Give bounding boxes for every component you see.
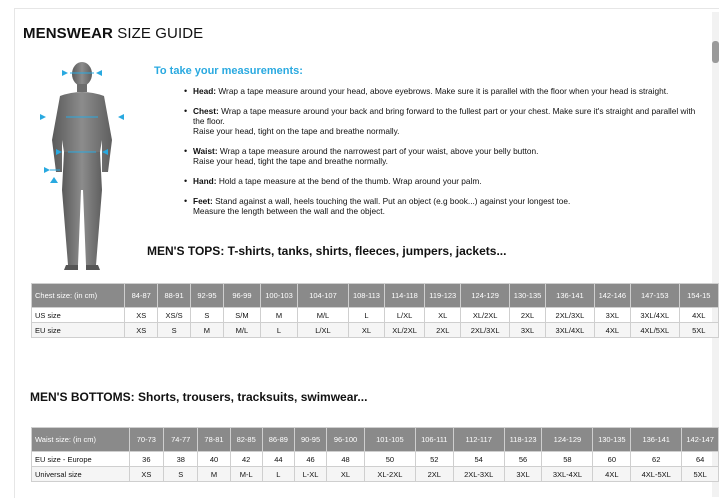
bottoms-cell: 58 [542,452,593,467]
tops-size-table [31,283,719,338]
table-row [32,452,719,467]
bottoms-cell: 48 [327,452,365,467]
tops-cell: L/XL [298,323,349,338]
bottoms-cell: 52 [415,452,453,467]
bottoms-header-cell: 106-111 [415,428,453,452]
bottoms-header-cell: 112-117 [453,428,504,452]
tops-header-cell: 92-95 [191,284,224,308]
bottoms-cell: L [262,467,294,482]
tops-cell: M/L [298,308,349,323]
tops-cell: XS/S [158,308,191,323]
tops-cell: L [260,323,297,338]
tops-header-cell: 136-141 [546,284,595,308]
bottoms-cell: XS [129,467,163,482]
measurement-arrow-icon [118,114,124,120]
tops-header-cell: 154-15 [679,284,718,308]
tops-cell: 2XL/3XL [546,308,595,323]
bottoms-cell: 4XL-5XL [631,467,682,482]
tops-cell: M [260,308,297,323]
tops-cell: L/XL [384,308,424,323]
tops-header-cell: 124-129 [461,284,510,308]
bottoms-row-label: Universal size [32,467,130,482]
tops-cell: 3XL [510,323,546,338]
tops-cell: 2XL/3XL [461,323,510,338]
tops-cell: M/L [223,323,260,338]
instruction-chest: • Chest: Wrap a tape measure around your back and bring forward to the fullest part or your chest. Make sure it's straight and parallel with the floor. Raise your head, tight on the tape and breathe normally. [193,106,703,136]
tops-cell: M [191,323,224,338]
bottoms-header-cell: 90-95 [294,428,326,452]
tops-cell: 3XL/4XL [630,308,679,323]
bottoms-cell: 5XL [682,467,719,482]
tops-cell: 4XL [679,308,718,323]
bottoms-cell: 46 [294,452,326,467]
bottoms-header-cell: 96-100 [327,428,365,452]
bottoms-header-cell: 82-85 [230,428,262,452]
bottoms-cell: 44 [262,452,294,467]
tops-header-cell: 100-103 [260,284,297,308]
bottoms-cell: XL-2XL [364,467,415,482]
bottoms-cell: 56 [504,452,542,467]
tops-row-label: US size [32,308,125,323]
instructions-list [193,86,703,226]
tops-header-cell: 114-118 [384,284,424,308]
tops-row-label: EU size [32,323,125,338]
bottoms-cell: 3XL-4XL [542,467,593,482]
bottoms-cell: 3XL [504,467,542,482]
bottoms-cell: M-L [230,467,262,482]
tops-header-cell: 108-113 [348,284,384,308]
tops-cell: 4XL [594,323,630,338]
tops-cell: 4XL/5XL [630,323,679,338]
bottoms-header-cell: 124-129 [542,428,593,452]
table-row [32,308,719,323]
tops-header-cell: 147-153 [630,284,679,308]
bottoms-cell: XL [327,467,365,482]
instruction-waist: • Waist: Wrap a tape measure around the narrowest part of your waist, above your belly button. Raise your head, tight the tape and breathe normally. [193,146,703,166]
tops-cell: 5XL [679,323,718,338]
bottoms-header-cell: 70-73 [129,428,163,452]
bottoms-row-label: EU size - Europe [32,452,130,467]
bottoms-header-cell: 86-89 [262,428,294,452]
bottoms-cell: S [164,467,198,482]
instruction-head: • Head: Wrap a tape measure around your head, above eyebrows. Make sure it is parallel with the floor when your head is straight. [193,86,703,96]
tops-cell: 3XL/4XL [546,323,595,338]
bottoms-cell: 64 [682,452,719,467]
table-row [32,467,719,482]
instruction-feet: • Feet: Stand against a wall, heels touching the wall. Put an object (e.g book...) against your longest toe. Measure the length between the wall and the object. [193,196,703,216]
scrollbar-track[interactable] [712,12,719,497]
tops-cell: 3XL [594,308,630,323]
tops-cell: S [191,308,224,323]
tops-header-cell: 84-87 [125,284,158,308]
bottoms-cell: 62 [631,452,682,467]
page-title-rest: SIZE GUIDE [117,25,204,42]
tops-cell: XS [125,323,158,338]
bottoms-header-cell: 101-105 [364,428,415,452]
tops-cell: XL [348,323,384,338]
tops-cell: XL/2XL [461,308,510,323]
bottoms-header-cell: 74-77 [164,428,198,452]
bottoms-cell: 54 [453,452,504,467]
bottoms-cell: 42 [230,452,262,467]
tops-header-cell: 119-123 [425,284,461,308]
measurement-arrow-icon [40,114,46,120]
bottoms-header-cell: 118-123 [504,428,542,452]
bottoms-header-label: Waist size: (in cm) [32,428,130,452]
bottoms-cell: 38 [164,452,198,467]
tops-cell: 2XL [510,308,546,323]
bottoms-cell: 40 [198,452,230,467]
bottoms-cell: 50 [364,452,415,467]
instructions-heading: To take your measurements: [154,65,303,77]
bottoms-header-cell: 142-147 [682,428,719,452]
bottoms-size-table [31,427,719,482]
tops-header-cell: 88-91 [158,284,191,308]
bottoms-header-cell: 136-141 [631,428,682,452]
bottoms-cell: L-XL [294,467,326,482]
table-row [32,323,719,338]
bottoms-cell: 2XL [415,467,453,482]
measurement-arrow-icon [44,167,50,173]
measurement-arrow-icon [50,177,58,183]
tops-cell: L [348,308,384,323]
bottoms-header-cell: 78-81 [198,428,230,452]
bottoms-header-cell: 130-135 [593,428,631,452]
scrollbar-thumb[interactable] [712,41,719,63]
measurement-arrow-icon [96,70,102,76]
bottoms-cell: 36 [129,452,163,467]
tops-header-label: Chest size: (in cm) [32,284,125,308]
tops-header-cell: 142-146 [594,284,630,308]
tops-header-cell: 104-107 [298,284,349,308]
tops-cell: XS [125,308,158,323]
page-title [23,25,203,42]
tops-cell: S [158,323,191,338]
measurement-arrow-icon [62,70,68,76]
tops-header-cell: 130-135 [510,284,546,308]
bottoms-cell: 4XL [593,467,631,482]
bottoms-cell: M [198,467,230,482]
tops-cell: S/M [223,308,260,323]
tops-section-title: MEN'S TOPS: T-shirts, tanks, shirts, fleeces, jumpers, jackets... [147,244,507,258]
instruction-hand: • Hand: Hold a tape measure at the bend of the thumb. Wrap around your palm. [193,176,703,186]
bottoms-cell: 2XL-3XL [453,467,504,482]
tops-cell: XL [425,308,461,323]
tops-header-cell: 96-99 [223,284,260,308]
tops-cell: XL/2XL [384,323,424,338]
page-title-bold: MENSWEAR [23,25,113,42]
bottoms-section-title: MEN'S BOTTOMS: Shorts, trousers, tracksuits, swimwear... [30,390,368,404]
tops-cell: 2XL [425,323,461,338]
body-measurement-figure [32,60,132,280]
bottoms-cell: 60 [593,452,631,467]
